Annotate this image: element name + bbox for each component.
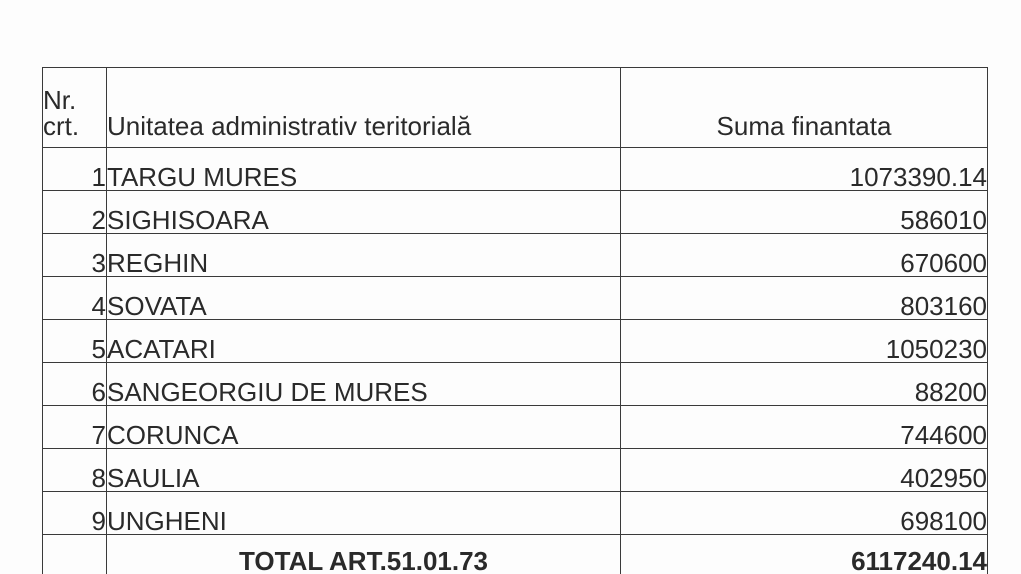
table-header-row [43,68,988,148]
row-sum: 698100 [621,492,988,535]
row-unit: REGHIN [107,234,621,277]
row-sum: 1050230 [621,320,988,363]
funding-table [42,67,988,574]
table-row [43,191,988,234]
row-number: 8 [43,449,107,492]
table-row [43,363,988,406]
table-row [43,234,988,277]
row-number: 2 [43,191,107,234]
row-unit: CORUNCA [107,406,621,449]
row-number: 7 [43,406,107,449]
table-row [43,277,988,320]
row-sum: 1073390.14 [621,148,988,191]
table-row [43,320,988,363]
row-number: 5 [43,320,107,363]
row-unit: SAULIA [107,449,621,492]
header-nr-line2: crt. [43,111,80,141]
row-sum: 670600 [621,234,988,277]
row-unit: TARGU MURES [107,148,621,191]
row-sum: 744600 [621,406,988,449]
row-unit: SOVATA [107,277,621,320]
row-number: 4 [43,277,107,320]
row-unit: ACATARI [107,320,621,363]
total-sum: 6117240.14 [621,535,988,574]
row-number: 9 [43,492,107,535]
table-row [43,148,988,191]
row-number: 6 [43,363,107,406]
row-number: 1 [43,148,107,191]
table-row [43,406,988,449]
row-sum: 586010 [621,191,988,234]
row-unit: SIGHISOARA [107,191,621,234]
table-row [43,449,988,492]
header-unit: Unitatea administrativ teritorială [107,68,621,148]
header-nr-crt [43,68,107,148]
row-sum: 402950 [621,449,988,492]
row-sum: 88200 [621,363,988,406]
table-row [43,492,988,535]
header-sum: Suma finantata [621,68,988,148]
row-number: 3 [43,234,107,277]
row-sum: 803160 [621,277,988,320]
row-unit: UNGHENI [107,492,621,535]
total-empty-cell [43,535,107,574]
total-row [43,535,988,574]
header-nr-line1: Nr. [43,85,77,115]
row-unit: SANGEORGIU DE MURES [107,363,621,406]
total-label: TOTAL ART.51.01.73 [107,535,621,574]
